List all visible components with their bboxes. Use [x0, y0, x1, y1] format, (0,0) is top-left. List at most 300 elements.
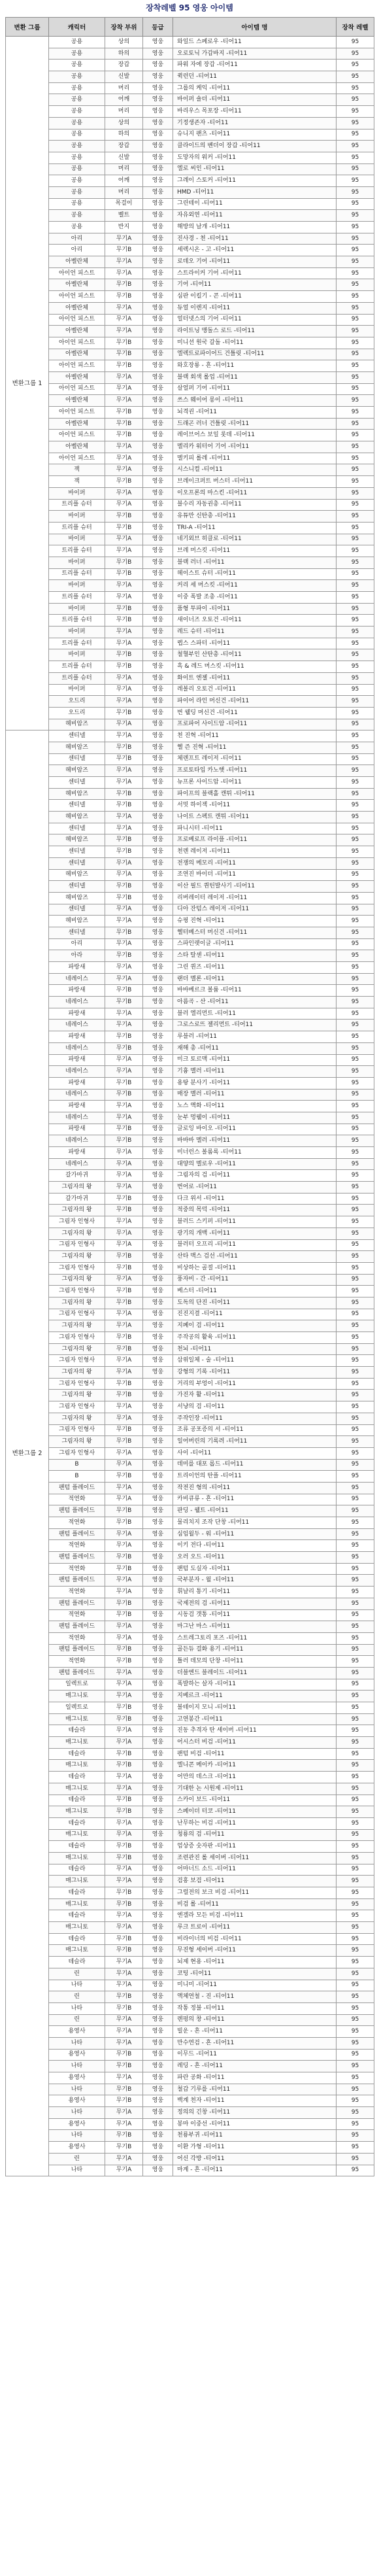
- character-cell: 적연화: [49, 1517, 105, 1529]
- item-name-cell: 철갑 기루를 -티어11: [173, 2084, 337, 2095]
- level-cell: 95: [337, 1933, 374, 1945]
- table-row: [6, 129, 374, 141]
- character-cell: 아벨란체: [49, 395, 105, 407]
- character-cell: 헤비암즈: [49, 812, 105, 823]
- table-row: [6, 1251, 374, 1263]
- character-cell: 센티넬: [49, 730, 105, 742]
- slot-cell: 무기A: [105, 2026, 143, 2038]
- character-cell: 아이언 피스트: [49, 360, 105, 372]
- level-cell: 95: [337, 1031, 374, 1043]
- grade-cell: 영웅: [143, 256, 173, 268]
- slot-cell: 무기A: [105, 1008, 143, 1020]
- character-cell: 트리플 슈터: [49, 661, 105, 673]
- item-name-cell: 엘렉트로파이어드 건틀릿 -티어11: [173, 349, 337, 360]
- slot-cell: 무기A: [105, 857, 143, 869]
- item-name-cell: 빌운 - 흔 -티어11: [173, 2026, 337, 2038]
- level-cell: 95: [337, 1887, 374, 1899]
- table-row: [6, 869, 374, 881]
- table-row: [6, 476, 374, 488]
- item-name-cell: 비상하는 골절 -티어11: [173, 1262, 337, 1274]
- slot-cell: 무기A: [105, 2014, 143, 2026]
- slot-cell: 무기B: [105, 430, 143, 441]
- level-cell: 95: [337, 603, 374, 615]
- level-cell: 95: [337, 684, 374, 696]
- grade-cell: 영웅: [143, 1933, 173, 1945]
- level-cell: 95: [337, 719, 374, 730]
- item-name-cell: 기정생존자 -티어11: [173, 117, 337, 129]
- table-row: [6, 777, 374, 789]
- item-table: [5, 17, 374, 2176]
- level-cell: 95: [337, 1667, 374, 1679]
- item-name-cell: 바이퍼 숄더 -티어11: [173, 94, 337, 106]
- character-cell: 바이퍼: [49, 649, 105, 661]
- slot-cell: 무기B: [105, 834, 143, 846]
- character-cell: 트리플 슈터: [49, 672, 105, 684]
- character-cell: 그림자 인형사: [49, 1401, 105, 1413]
- table-row: [6, 1447, 374, 1459]
- slot-cell: 무기A: [105, 1101, 143, 1112]
- level-cell: 95: [337, 1991, 374, 2003]
- item-name-cell: HMD -티어11: [173, 186, 337, 198]
- grade-cell: 영웅: [143, 1494, 173, 1505]
- table-row: [6, 1228, 374, 1239]
- grade-cell: 영웅: [143, 1841, 173, 1853]
- item-name-cell: 작통 정불 -티어11: [173, 2002, 337, 2014]
- character-cell: 그림자 인형사: [49, 1447, 105, 1459]
- level-cell: 95: [337, 1864, 374, 1876]
- character-cell: 매그니토: [49, 1945, 105, 1957]
- grade-cell: 영웅: [143, 962, 173, 974]
- table-row: [6, 453, 374, 464]
- grade-cell: 영웅: [143, 291, 173, 303]
- character-cell: 센티넬: [49, 777, 105, 789]
- table-row: [6, 349, 374, 360]
- table-row: [6, 707, 374, 719]
- grade-cell: 영웅: [143, 568, 173, 580]
- level-cell: 95: [337, 1528, 374, 1540]
- grade-cell: 영웅: [143, 973, 173, 985]
- slot-cell: 무기A: [105, 1274, 143, 1286]
- table-row: [6, 2165, 374, 2176]
- slot-cell: 무기A: [105, 904, 143, 916]
- level-cell: 95: [337, 1436, 374, 1448]
- grade-cell: 영웅: [143, 487, 173, 499]
- table-row: [6, 2061, 374, 2072]
- level-cell: 95: [337, 1598, 374, 1609]
- level-cell: 95: [337, 1482, 374, 1494]
- level-cell: 95: [337, 1297, 374, 1309]
- character-cell: 테슬라: [49, 1748, 105, 1760]
- slot-cell: 무기A: [105, 1980, 143, 1991]
- table-row: [6, 938, 374, 950]
- grade-cell: 영웅: [143, 2118, 173, 2130]
- item-name-cell: 그룹의 케익 -티어11: [173, 82, 337, 94]
- character-cell: 테슬라: [49, 1841, 105, 1853]
- level-cell: 95: [337, 60, 374, 71]
- level-cell: 95: [337, 1077, 374, 1089]
- slot-cell: 무기B: [105, 2084, 143, 2095]
- table-row: [6, 2142, 374, 2154]
- item-name-cell: 재해 총 -티어11: [173, 1042, 337, 1054]
- grade-cell: 영웅: [143, 661, 173, 673]
- level-cell: 95: [337, 1945, 374, 1957]
- slot-cell: 무기B: [105, 1748, 143, 1760]
- character-cell: 아이언 피스트: [49, 430, 105, 441]
- character-cell: 트리플 슈터: [49, 545, 105, 557]
- character-cell: 오드리: [49, 707, 105, 719]
- item-name-cell: 봉마 이중선 -티어11: [173, 2118, 337, 2130]
- grade-cell: 영웅: [143, 2165, 173, 2176]
- character-cell: 바이퍼: [49, 684, 105, 696]
- slot-cell: 무기A: [105, 1413, 143, 1424]
- slot-cell: 무기B: [105, 2142, 143, 2154]
- character-cell: 팬텀 플레이드: [49, 1482, 105, 1494]
- grade-cell: 영웅: [143, 834, 173, 846]
- item-name-cell: 나이트 스펙트 캔튀 -티어11: [173, 812, 337, 823]
- grade-cell: 영웅: [143, 2095, 173, 2107]
- character-cell: 공용: [49, 71, 105, 83]
- level-cell: 95: [337, 1008, 374, 1020]
- level-cell: 95: [337, 337, 374, 349]
- table-row: [6, 719, 374, 730]
- grade-cell: 영웅: [143, 60, 173, 71]
- character-cell: 센티넬: [49, 823, 105, 834]
- item-name-cell: 레딩 - 흔 -티어11: [173, 2061, 337, 2072]
- slot-cell: 무기B: [105, 511, 143, 523]
- item-name-cell: 프로토타입 카노햇 -티어11: [173, 765, 337, 777]
- item-name-cell: 휘날리 통기 -티어11: [173, 1587, 337, 1598]
- table-row: [6, 71, 374, 83]
- slot-cell: 무기A: [105, 1876, 143, 1887]
- level-cell: 95: [337, 1124, 374, 1135]
- item-name-cell: 그로스로뜨 젤리먼트 -티어11: [173, 1020, 337, 1031]
- grade-cell: 영웅: [143, 37, 173, 48]
- level-cell: 95: [337, 210, 374, 222]
- level-cell: 95: [337, 1829, 374, 1841]
- character-cell: 네레이스: [49, 973, 105, 985]
- grade-cell: 영웅: [143, 141, 173, 152]
- slot-cell: 무기B: [105, 1656, 143, 1668]
- item-name-cell: 오로토닉 가갑바지 -티어11: [173, 48, 337, 60]
- table-row: [6, 765, 374, 777]
- table-row: [6, 1459, 374, 1471]
- item-name-cell: 엘로 씨인 -티어11: [173, 163, 337, 175]
- grade-cell: 영웅: [143, 1158, 173, 1170]
- slot-cell: 무기B: [105, 1841, 143, 1853]
- level-cell: 95: [337, 1378, 374, 1390]
- level-cell: 95: [337, 950, 374, 962]
- item-name-cell: 루크 트로이 -티어11: [173, 1922, 337, 1934]
- table-row: [6, 1783, 374, 1795]
- table-row: [6, 857, 374, 869]
- level-cell: 95: [337, 314, 374, 326]
- grade-cell: 영웅: [143, 649, 173, 661]
- level-cell: 95: [337, 545, 374, 557]
- grade-cell: 영웅: [143, 152, 173, 163]
- slot-cell: 무기B: [105, 1332, 143, 1344]
- slot-cell: 신발: [105, 71, 143, 83]
- character-cell: 아벨란체: [49, 302, 105, 314]
- item-name-cell: 블수리 자동권총 -티어11: [173, 499, 337, 511]
- level-cell: 95: [337, 962, 374, 974]
- table-row: [6, 672, 374, 684]
- character-cell: 파랑새: [49, 1147, 105, 1159]
- character-cell: 아벨란체: [49, 349, 105, 360]
- level-cell: 95: [337, 777, 374, 789]
- grade-cell: 영웅: [143, 267, 173, 279]
- table-row: [6, 302, 374, 314]
- item-name-cell: 어신 각방 -티어11: [173, 2153, 337, 2165]
- slot-cell: 무기B: [105, 800, 143, 812]
- character-cell: 공용: [49, 186, 105, 198]
- grade-cell: 영웅: [143, 545, 173, 557]
- table-row: [6, 337, 374, 349]
- table-row: [6, 511, 374, 523]
- grade-cell: 영웅: [143, 302, 173, 314]
- grade-cell: 영웅: [143, 1563, 173, 1575]
- slot-cell: 무기A: [105, 1528, 143, 1540]
- grade-cell: 영웅: [143, 245, 173, 256]
- table-row: [6, 1482, 374, 1494]
- level-cell: 95: [337, 1020, 374, 1031]
- grade-cell: 영웅: [143, 2084, 173, 2095]
- item-name-cell: 해방의 날개 -티어11: [173, 222, 337, 233]
- character-cell: 아벨란체: [49, 326, 105, 337]
- slot-cell: 무기A: [105, 1922, 143, 1934]
- item-name-cell: 대양의 멜로우 -티어11: [173, 1158, 337, 1170]
- slot-cell: 무기B: [105, 1898, 143, 1910]
- level-cell: 95: [337, 152, 374, 163]
- item-name-cell: 뉴프론 사이드암 -티어11: [173, 777, 337, 789]
- table-row: [6, 430, 374, 441]
- table-row: [6, 175, 374, 187]
- table-row: [6, 1424, 374, 1436]
- item-name-cell: 품형 투파이 -티어11: [173, 603, 337, 615]
- level-cell: 95: [337, 916, 374, 927]
- table-row: [6, 487, 374, 499]
- slot-cell: 무기B: [105, 1552, 143, 1564]
- table-row: [6, 592, 374, 604]
- level-cell: 95: [337, 2072, 374, 2084]
- level-cell: 95: [337, 175, 374, 187]
- character-cell: 팬텀 플레이드: [49, 1528, 105, 1540]
- grade-cell: 영웅: [143, 279, 173, 291]
- grade-cell: 영웅: [143, 1505, 173, 1517]
- grade-cell: 영웅: [143, 499, 173, 511]
- item-name-cell: 스트라이커 기어 -티어11: [173, 267, 337, 279]
- slot-cell: 무기B: [105, 349, 143, 360]
- grade-cell: 영웅: [143, 1112, 173, 1124]
- level-cell: 95: [337, 1170, 374, 1182]
- grade-cell: 영웅: [143, 1193, 173, 1205]
- slot-cell: 무기A: [105, 1170, 143, 1182]
- table-row: [6, 1957, 374, 1968]
- item-name-cell: 와일드 스페로우 -티어11: [173, 37, 337, 48]
- table-row: [6, 1748, 374, 1760]
- level-cell: 95: [337, 360, 374, 372]
- character-cell: 아리: [49, 938, 105, 950]
- level-cell: 95: [337, 823, 374, 834]
- level-cell: 95: [337, 1042, 374, 1054]
- character-cell: 아이언 피스트: [49, 337, 105, 349]
- slot-cell: 무기A: [105, 1309, 143, 1320]
- item-name-cell: 국제전의 검 -티어11: [173, 1598, 337, 1609]
- character-cell: 아이언 피스트: [49, 291, 105, 303]
- level-cell: 95: [337, 37, 374, 48]
- grade-cell: 영웅: [143, 1598, 173, 1609]
- character-cell: 테슬라: [49, 1772, 105, 1783]
- character-cell: 매그니토: [49, 1737, 105, 1749]
- item-name-cell: 스타 탈센 -티어11: [173, 950, 337, 962]
- slot-cell: 무기B: [105, 1806, 143, 1818]
- grade-cell: 영웅: [143, 1922, 173, 1934]
- grade-cell: 영웅: [143, 1887, 173, 1899]
- table-row: [6, 1413, 374, 1424]
- character-cell: 아리: [49, 245, 105, 256]
- character-cell: 나타: [49, 2002, 105, 2014]
- slot-cell: 무기A: [105, 1401, 143, 1413]
- item-name-cell: 액체연철 - 진 -티어11: [173, 1991, 337, 2003]
- character-cell: 아벨란체: [49, 371, 105, 383]
- slot-cell: 무기B: [105, 1505, 143, 1517]
- table-row: [6, 2084, 374, 2095]
- level-cell: 95: [337, 1540, 374, 1552]
- grade-cell: 영웅: [143, 71, 173, 83]
- item-name-cell: 매장 멜러 -티어11: [173, 1089, 337, 1101]
- level-cell: 95: [337, 1413, 374, 1424]
- table-row: [6, 742, 374, 753]
- level-cell: 95: [337, 326, 374, 337]
- slot-cell: 무기A: [105, 765, 143, 777]
- table-row: [6, 1112, 374, 1124]
- character-cell: 아이언 피스트: [49, 383, 105, 395]
- level-cell: 95: [337, 1957, 374, 1968]
- grade-cell: 영웅: [143, 904, 173, 916]
- table-row: [6, 904, 374, 916]
- grade-cell: 영웅: [143, 383, 173, 395]
- header-grade: 등급: [143, 18, 173, 37]
- character-cell: 용영사: [49, 2118, 105, 2130]
- grade-cell: 영웅: [143, 534, 173, 545]
- slot-cell: 무기B: [105, 279, 143, 291]
- grade-cell: 영웅: [143, 371, 173, 383]
- item-name-cell: 라이트닝 맹돌스 로드 -티어11: [173, 326, 337, 337]
- item-name-cell: 판딩 - 웰트 -티어11: [173, 1505, 337, 1517]
- item-name-cell: 파란 공화 -티어11: [173, 2072, 337, 2084]
- level-cell: 95: [337, 973, 374, 985]
- slot-cell: 무기B: [105, 1713, 143, 1725]
- character-cell: 바이퍼: [49, 534, 105, 545]
- character-cell: 일렉트로: [49, 1679, 105, 1691]
- item-name-cell: 멜키피 롤레 -티어11: [173, 453, 337, 464]
- item-name-cell: 사이 -티어11: [173, 1447, 337, 1459]
- level-cell: 95: [337, 985, 374, 997]
- table-row: [6, 1367, 374, 1379]
- slot-cell: 무기A: [105, 1783, 143, 1795]
- grade-cell: 영웅: [143, 1042, 173, 1054]
- item-name-cell: 퀵런던 -티어11: [173, 71, 337, 83]
- level-cell: 95: [337, 267, 374, 279]
- level-cell: 95: [337, 1621, 374, 1633]
- level-cell: 95: [337, 730, 374, 742]
- slot-cell: 무기A: [105, 1968, 143, 1980]
- slot-cell: 무기B: [105, 661, 143, 673]
- grade-cell: 영웅: [143, 1447, 173, 1459]
- table-row: [6, 245, 374, 256]
- slot-cell: 하의: [105, 48, 143, 60]
- grade-cell: 영웅: [143, 222, 173, 233]
- grade-cell: 영웅: [143, 1817, 173, 1829]
- item-name-cell: 주작인장 -티어11: [173, 1413, 337, 1424]
- item-name-cell: 천렌 레이저 -티어11: [173, 846, 337, 858]
- slot-cell: 무기B: [105, 1286, 143, 1297]
- item-name-cell: 디아 잔텀스 레이저 -티어11: [173, 904, 337, 916]
- level-cell: 95: [337, 1320, 374, 1332]
- slot-cell: 무기A: [105, 2072, 143, 2084]
- level-cell: 95: [337, 534, 374, 545]
- character-cell: 린: [49, 1968, 105, 1980]
- character-cell: 용영사: [49, 2142, 105, 2154]
- level-cell: 95: [337, 1251, 374, 1263]
- character-cell: 테슬라: [49, 1817, 105, 1829]
- slot-cell: 무기A: [105, 1367, 143, 1379]
- item-name-cell: 블러 엘리먼트 -티어11: [173, 1008, 337, 1020]
- table-row: [6, 1691, 374, 1702]
- item-name-cell: 바리우스 목포장 -티어11: [173, 106, 337, 118]
- grade-cell: 영웅: [143, 1540, 173, 1552]
- table-row: [6, 2153, 374, 2165]
- character-cell: 그림자의 왕: [49, 1251, 105, 1263]
- character-cell: 매그니토: [49, 1691, 105, 1702]
- slot-cell: 무기A: [105, 1817, 143, 1829]
- character-cell: 매그니토: [49, 1829, 105, 1841]
- table-row: [6, 1124, 374, 1135]
- slot-cell: 무기B: [105, 1343, 143, 1355]
- table-row: [6, 753, 374, 765]
- grade-cell: 영웅: [143, 1772, 173, 1783]
- table-row: [6, 1378, 374, 1390]
- grade-cell: 영웅: [143, 997, 173, 1008]
- table-row: [6, 37, 374, 48]
- grade-cell: 영웅: [143, 175, 173, 187]
- slot-cell: 무기B: [105, 1042, 143, 1054]
- character-cell: 나타: [49, 2130, 105, 2142]
- item-name-cell: 블랙 회색 롤업 -티어11: [173, 371, 337, 383]
- level-cell: 95: [337, 869, 374, 881]
- item-name-cell: 청룡의 검 -티어11: [173, 1829, 337, 1841]
- level-cell: 95: [337, 615, 374, 627]
- level-cell: 95: [337, 441, 374, 453]
- grade-cell: 영웅: [143, 615, 173, 627]
- grade-cell: 영웅: [143, 2002, 173, 2014]
- character-cell: 파랑새: [49, 985, 105, 997]
- slot-cell: 무기A: [105, 2165, 143, 2176]
- item-name-cell: 체렌프트 레이저 -티어11: [173, 753, 337, 765]
- header-item-name: 아이템 명: [173, 18, 337, 37]
- table-row: [6, 2014, 374, 2026]
- level-cell: 95: [337, 753, 374, 765]
- item-name-cell: 풍자비 - 간 -티어11: [173, 1274, 337, 1286]
- slot-cell: 무기A: [105, 1679, 143, 1691]
- level-cell: 95: [337, 1182, 374, 1194]
- table-row: [6, 881, 374, 893]
- level-cell: 95: [337, 1471, 374, 1483]
- grade-cell: 영웅: [143, 1031, 173, 1043]
- slot-cell: 무기A: [105, 1054, 143, 1066]
- grade-cell: 영웅: [143, 441, 173, 453]
- grade-cell: 영웅: [143, 1355, 173, 1367]
- table-row: [6, 1563, 374, 1575]
